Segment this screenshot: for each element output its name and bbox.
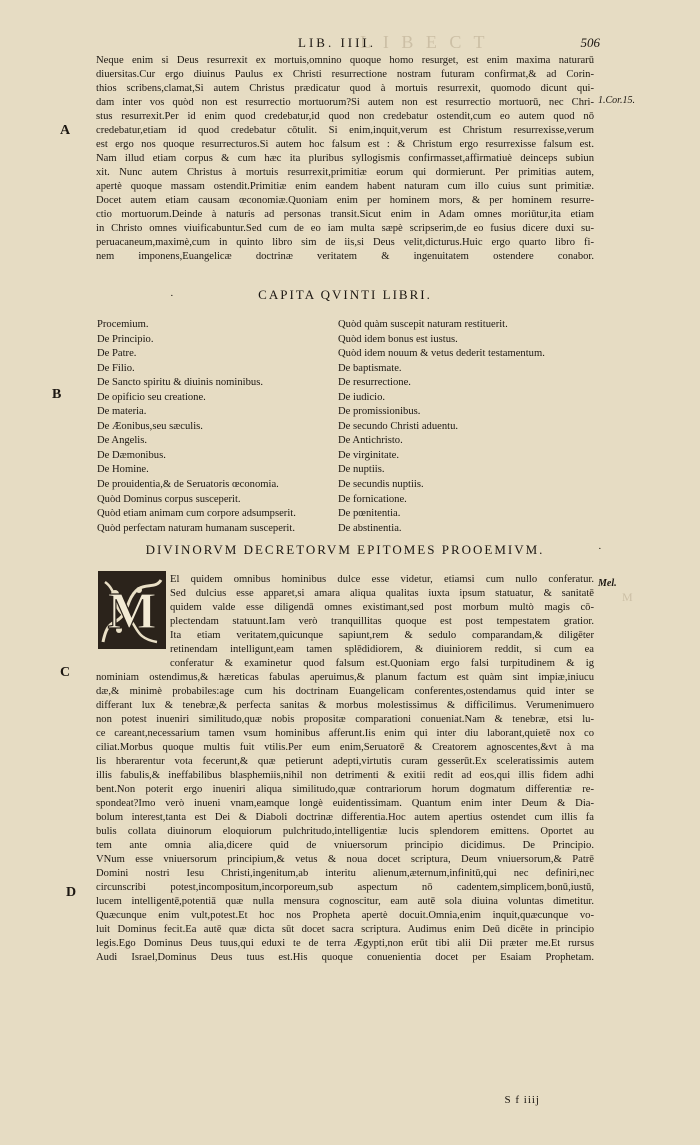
text-line: spondeat?Imo verò inueni vnam,eamque longè euidentissimam. Quantum enim inter Deum & Dia- xyxy=(96,798,594,809)
ornament-icon xyxy=(99,572,165,648)
margin-dot: · xyxy=(170,290,174,302)
show-through-text: M xyxy=(622,590,637,604)
text-line: nem imponens,Euangelicæ doctrinæ veritatem & ingenuitatem ostendere conabor. xyxy=(96,251,594,262)
text-line: ce careant,necessarium tamen vsum hominibus afferunt.Iis enim qui inter diu laborant,quietē nox co xyxy=(96,728,594,739)
text-line: Domini nostri Iesu Christi,ingenitum,ab interitu alienum,æternum,infinitū,qui nec definiri,nec xyxy=(96,868,594,879)
text-line: peruacaneum,maximè,cum in quinto libro sim de iis,si Deus velit,dicturus.Huic ergo quarto libro fi- xyxy=(96,237,594,248)
chapter-entry: De Dæmonibus. xyxy=(97,449,166,461)
margin-letter-d: D xyxy=(66,885,77,900)
chapter-entry: De materia. xyxy=(97,406,147,418)
text-line: differant lux & tenebræ,& perfecta sanitas & morbus molestissimus & difficilimus. Verumenimuero xyxy=(96,700,594,711)
chapter-entry: De secundis nuptiis. xyxy=(338,479,424,491)
text-line: stus resurrexit.Per id enim quod credebatur,id quod non credebatur ostendit,cum eo autem quod nō xyxy=(96,111,594,122)
chapter-entry: Quòd etiam animam cum corpore adsumpserit. xyxy=(97,508,296,520)
lead-paragraph xyxy=(96,54,594,264)
margin-dot: · xyxy=(598,543,602,555)
text-line: est ergo nos quoque resurrecturos.Si autem hoc falsum est : & Christum ergo resurrexisse falsum est. xyxy=(96,139,594,150)
chapter-entry: De prouidentia,& de Seruatoris œconomia. xyxy=(97,479,279,491)
text-line: bolum interest,tanta est Dei & Diaboli doctrinæ differentia.Hoc autem apertius ostendet cum illis fa xyxy=(96,812,594,823)
text-line: Sed dulcius esse apparet,si amara aliqua qualitas iuxta ipsum statuatur, & sanitatē xyxy=(170,588,594,599)
text-line: apertè quoque massam ostendit.Primitiæ enim eandem habent naturam cum illo cuius sunt primitiæ. xyxy=(96,181,594,192)
chapter-entry: Quòd idem bonus est iustus. xyxy=(338,333,458,345)
chapter-list-title: CAPITA QVINTI LIBRI. xyxy=(258,287,432,302)
chapter-entry: De Angelis. xyxy=(97,435,148,447)
folio-number: 506 xyxy=(580,35,600,50)
chapter-entry: De Patre. xyxy=(97,348,137,360)
text-line: credebatur,etiam id quod credebatur cōtulit. Si enim,inquit,verum est Christum resurrexisse,verum xyxy=(96,125,594,136)
margin-note-corinthians: 1.Cor.15. xyxy=(598,95,635,106)
chapter-entry: Quòd Dominus corpus susceperit. xyxy=(97,493,241,505)
chapter-entry: De secundo Christi aduentu. xyxy=(338,420,459,432)
chapter-list-left xyxy=(97,318,347,536)
text-line: illis fabulis,& ineffabilibus blasphemiis,nihil non detrimenti & exitii redit ad eos,qui illis fidem adhi xyxy=(96,770,594,781)
chapter-entry: De Principio. xyxy=(97,333,154,345)
text-line: luit Dominus fecit.Ea autē quæ dicta sūt docet sacra scriptura. Audimus enim Deū dicēte in principio xyxy=(96,924,594,935)
text-line: in Christo omnes viuificabuntur.Sed cum de eo iam multa sæpè scripserim,de eo fusius dicere duxi su- xyxy=(96,223,594,234)
margin-letter-b: B xyxy=(52,387,62,402)
text-line: Nam illud etiam corpus & cum hæc ita pluribus syllogismis confirmasset,affirmatiuè deinceps subiun xyxy=(96,153,594,164)
margin-letter-c: C xyxy=(60,665,71,680)
text-line: ctio mortuorum.Deinde à naturis ad personas transit.Sicut enim in Adam omnes moriūtur,ita etiam xyxy=(96,209,594,220)
chapter-entry: Procemium. xyxy=(97,319,149,330)
section-title: DIVINORVM DECRETORVM EPITOMES PROOEMIVM. xyxy=(145,542,545,557)
text-line: dæ,& minimè probabiles:age cum his doctrinam Euangelicam conferentes,ostendamus quid inter se xyxy=(96,686,594,697)
chapter-entry: De baptismate. xyxy=(338,362,402,374)
chapter-entry: De promissionibus. xyxy=(338,406,421,418)
text-line: non potest inueniri similitudo,quæ nobis propositæ comparationi conueniat.Nam & tenebræ, etsi lu- xyxy=(96,714,594,725)
text-line: Neque enim si Deus resurrexit ex mortuis,omnino quoque homo resurget, est enim maxima naturarū xyxy=(96,55,594,66)
chapter-entry: De abstinentia. xyxy=(338,522,402,534)
opening-paragraph xyxy=(170,573,594,671)
decorated-initial xyxy=(98,571,166,649)
chapter-entry: Quòd idem nouum & vetus dederit testamentum. xyxy=(338,348,545,360)
show-through-text: L I B E C T xyxy=(360,32,489,52)
text-line: Docet autem etiam causam œconomiæ.Quoniam enim per hominem mors, & per hominem resurre- xyxy=(96,195,594,206)
text-line: Audi Israel,Dominus Deus tuus est.His quoque conuenientia docet per Esaiam Prophetam. xyxy=(96,952,594,963)
chapter-entry: De fornicatione. xyxy=(338,493,407,505)
text-line: legis.Ego Dominus Deus tuus,qui eduxi te de terra Ægypti,non erūt tibi alii Dii præter me.Et rursus xyxy=(96,938,594,949)
text-line: Ita etiam veritatem,quicunque sapiunt,rem & sedulo comparandam,& diligēter xyxy=(170,630,594,641)
text-line: thios scribens,clamat,Si autem Christus prædicatur quod à mortuis resurrexit, quomodo dicunt qui- xyxy=(96,83,594,94)
chapter-entry: De virginitate. xyxy=(338,449,399,461)
text-line: bulis collata diuinorum eloquiorum pulchritudo,intelligentiæ lucis splendorem emittens. Oportet au xyxy=(96,826,594,837)
text-line: xit. Nunc autem Christus à mortuis resurrexit,primitiæ eorum qui dormierunt. Per primitias autem, xyxy=(96,167,594,178)
text-line: dam inter vos quòd non est resurrectio mortuorum?Si autem non est resurrectio mortuorū, nec Chri- xyxy=(96,97,594,108)
chapter-entry: De Sancto spiritu & diuinis nominibus. xyxy=(97,377,263,389)
text-line: bent.Non poterit ergo inueniri aliqua similitudo,quæ contrariorum horum dogmatum differentiæ re- xyxy=(96,784,594,795)
signature-mark: S f iiij xyxy=(504,1094,540,1106)
chapter-entry: De nuptiis. xyxy=(338,464,385,476)
chapter-entry: De resurrectione. xyxy=(338,377,411,389)
text-line: El quidem omnibus hominibus dulce esse videtur, etiamsi cum nullo conferatur. xyxy=(170,574,594,585)
dropcap-letter: M xyxy=(107,583,157,640)
chapter-entry: Quòd quàm suscepit naturam restituerit. xyxy=(338,319,508,330)
text-line: Quæcunque enim vult,potest.Et hoc nos Propheta apertè docuit.Omnia,enim inquit,quæcunque vo- xyxy=(96,910,594,921)
chapter-entry: De pœnitentia. xyxy=(338,508,401,520)
chapter-entry: De Æonibus,seu sæculis. xyxy=(97,420,203,432)
margin-letter-a: A xyxy=(60,123,71,138)
chapter-entry: De Homine. xyxy=(97,464,149,476)
chapter-entry: De Filio. xyxy=(97,362,135,374)
text-line: circunscribi potest,incompositum,incorporeum,sub aspectum nō cadentem,simplicem,bonū,iustū, xyxy=(96,882,594,893)
running-title: LIB. IIII. xyxy=(298,35,377,50)
text-line: lucem intelligentē,potentiā quæ nulla mensura cognoscitur, eam autē sola diuina voluntas dimetitur. xyxy=(96,896,594,907)
text-line: conferatur & examinetur quod falsum est.Quoniam ergo falsi turpitudinem & ig xyxy=(170,658,594,669)
chapter-entry: De iudicio. xyxy=(338,391,386,403)
text-line: quidem valde esse diligendā omnes existimant,sed post morbum multò magis cō- xyxy=(170,602,594,613)
main-text xyxy=(96,671,594,965)
text-line: lis hberarentur vota fecerunt,& quæ petierunt adepti,virtutis curam gesserūt.Ex sceleratissimis autem xyxy=(96,756,594,767)
page-header xyxy=(270,35,600,53)
text-line: plectendam statuunt.Iam verò tranquillitas quoque est post tempestatem gratior. xyxy=(170,616,594,627)
chapter-entry: Quòd perfectam naturam humanam susceperit. xyxy=(97,522,295,534)
text-line: tem ante omnia alia,dicere quid de vniuersorum principio dicidimus. De Principio. xyxy=(96,840,594,851)
text-line: diuersitas.Cur ergo diuinus Paulus ex Christi resurrectione nostram futuram confirmat,& ad Corin- xyxy=(96,69,594,80)
text-line: nominiam ostendimus,& hæreticas fabulas aperuimus,& planum factum est quàm sint impiæ,iniucu xyxy=(96,672,594,683)
chapter-entry: De opificio seu creatione. xyxy=(97,391,206,403)
text-line: VNum esse vniuersorum principium,& vetus & noua docet scriptura, Deum vniuersorum,& Patrē xyxy=(96,854,594,865)
chapter-list-right xyxy=(338,318,588,536)
margin-note-mel: Mel. xyxy=(598,578,617,589)
text-line: retinendam intelligunt,eam tamen splēdidiorem, & diuiniorem reddit, si cum ea xyxy=(170,644,594,655)
text-line: ciliat.Morbus quoque multis fuit vtilis.Per eum enim,Seruatorē & Creatorem agnoscentes,&vt à ma xyxy=(96,742,594,753)
chapter-entry: De Antichristo. xyxy=(338,435,403,447)
